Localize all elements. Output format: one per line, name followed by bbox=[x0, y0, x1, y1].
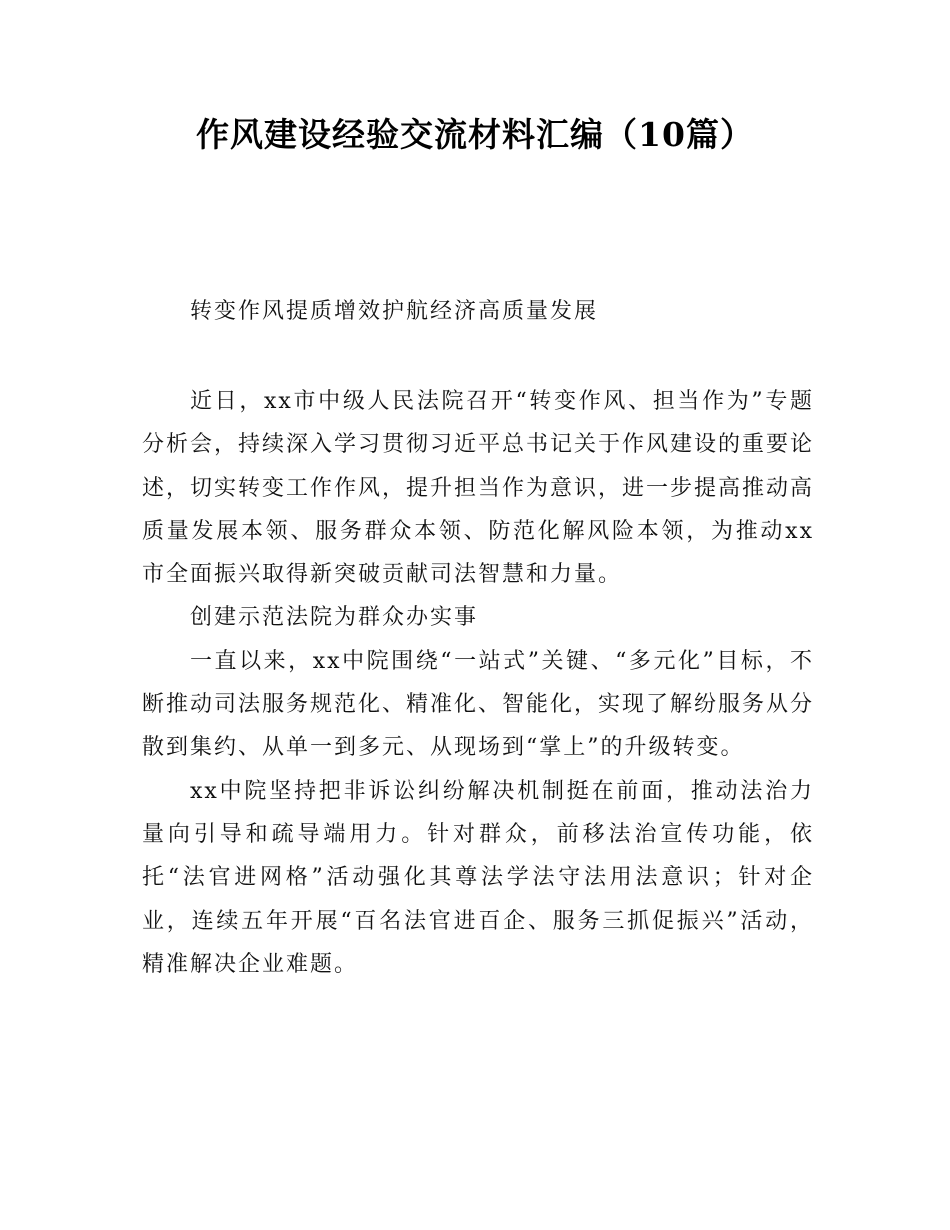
paragraph: xx中院坚持把非诉讼纠纷解决机制挺在前面，推动法治力量向引导和疏导端用力。针对群众，前移法治宣传功能，依托“法官进网格”活动强化其尊法学法守法用法意识；针对企业，连续五年开展“百名法官进百企、服务三抓促振兴”活动，精准解决企业难题。 bbox=[142, 778, 814, 977]
document-body bbox=[142, 380, 814, 986]
paragraph: 一直以来，xx中院围绕“一站式”关键、“多元化”目标，不断推动司法服务规范化、精准化、智能化，实现了解纷服务从分散到集约、从单一到多元、从现场到“掌上”的升级转变。 bbox=[142, 648, 815, 761]
document-subtitle bbox=[142, 294, 814, 330]
subtitle-text: 转变作风提质增效护航经济高质量发展 bbox=[190, 299, 599, 324]
document-title: 作风建设经验交流材料汇编（10篇） bbox=[196, 115, 754, 154]
paragraph: 近日，xx市中级人民法院召开“转变作风、担当作为”专题分析会，持续深入学习贯彻习近平总书记关于作风建设的重要论述，切实转变工作作风，提升担当作为意识，进一步提高推动高质量发展本领、服务群众本领、防范化解风险本领，为推动xx市全面振兴取得新突破贡献司法智慧和力量。 bbox=[142, 389, 815, 588]
section-heading: 创建示范法院为群众办实事 bbox=[190, 605, 479, 631]
